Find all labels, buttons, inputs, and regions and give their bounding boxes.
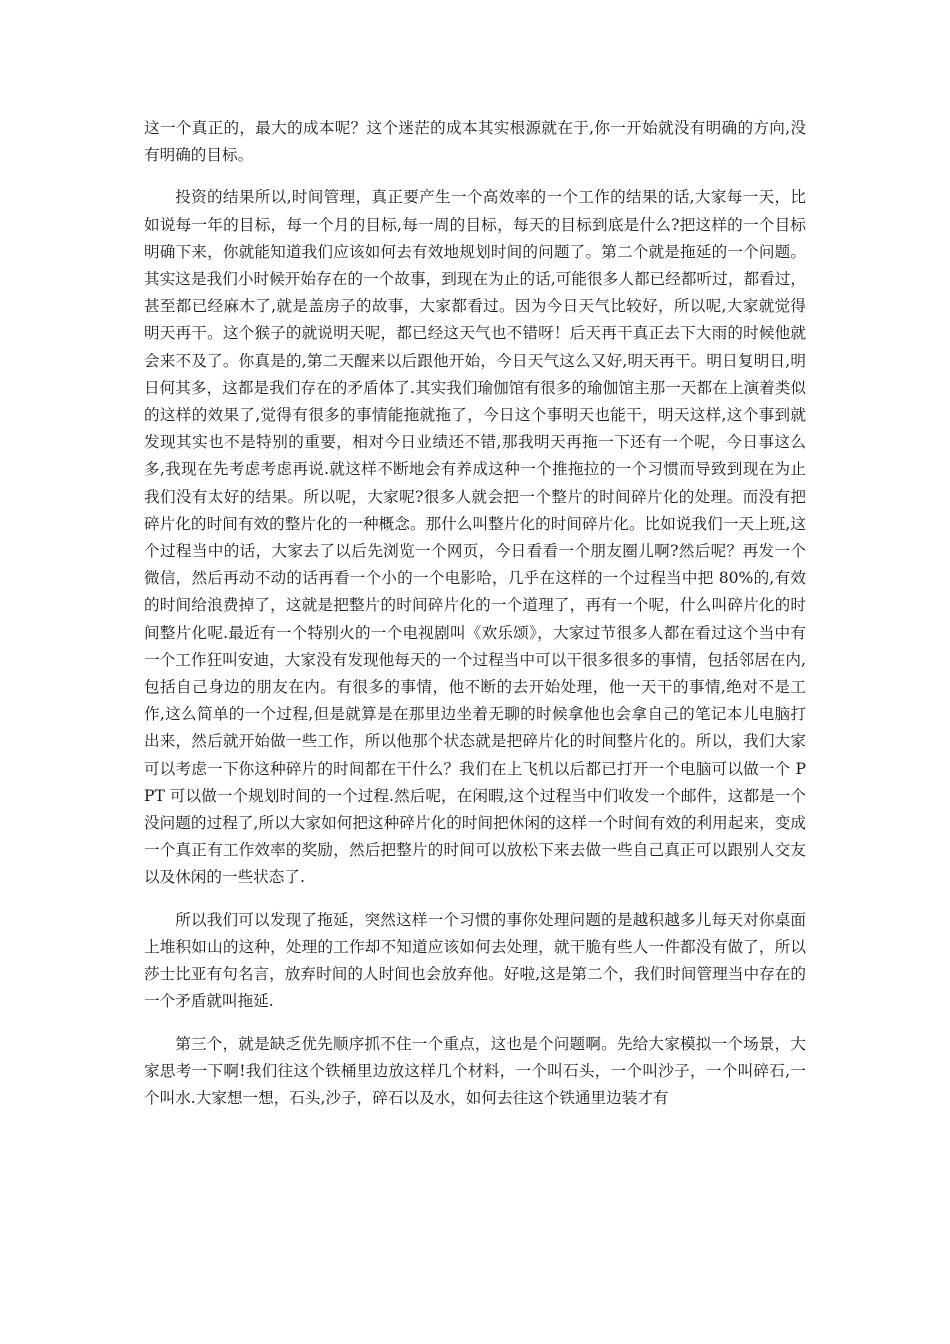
paragraph-3: 所以我们可以发现了拖延，突然这样一个习惯的事你处理问题的是越积越多儿每天对你桌面上堆积如山的这种，处理的工作却不知道应该如何去处理，就干脆有些人一件都没有做了，所以莎士比亚有句名言，放弃时间的人时间也会放弃他。好啦,这是第二个，我们时间管理当中存在的一个矛盾就叫拖延. <box>144 910 806 1011</box>
paragraph-1: 这一个真正的，最大的成本呢？这个迷茫的成本其实根源就在于,你一开始就没有明确的方向,没有明确的目标。 <box>144 119 806 165</box>
paragraph-4: 第三个，就是缺乏优先顺序抓不住一个重点，这也是个问题啊。先给大家模拟一个场景，大家思考一下啊!我们往这个铁桶里边放这样几个材料，一个叫石头，一个叫沙子，一个叫碎石,一个叫水.大家想一想，石头,沙子，碎石以及水，如何去往这个铁通里边装才有 <box>144 1034 806 1107</box>
document-body <box>144 115 806 1127</box>
paragraph-2: 投资的结果所以,时间管理，真正要产生一个高效率的一个工作的结果的话,大家每一天，比如说每一年的目标，每一个月的目标,每一周的目标，每天的目标到底是什么?把这样的一个目标明确下来，你就能知道我们应该如何去有效地规划时间的问题了。第二个就是拖延的一个问题。其实这是我们小时候开始存在的一个故事，到现在为止的话,可能很多人都已经都听过，都看过，甚至都已经麻木了,就是盖房子的故事，大家都看过。因为今日天气比较好，所以呢,大家就觉得明天再干。这个猴子的就说明天呢，都已经这天气也不错呀！后天再干真正去下大雨的时候他就会来不及了。你真是的,第二天醒来以后跟他开始，今日天气这么又好,明天再干。明日复明日,明日何其多，这都是我们存在的矛盾体了.其实我们瑜伽馆有很多的瑜伽馆主那一天都在上演着类似的这样的效果了,觉得有很多的事情能拖就拖了，今日这个事明天也能干，明天这样,这个事到就发现其实也不是特别的重要，相对今日业绩还不错,那我明天再拖一下还有一个呢，今日事这么多,我现在先考虑考虑再说.就这样不断地会有养成这种一个推拖拉的一个习惯而导致到现在为止我们没有太好的结果。所以呢，大家呢?很多人就会把一个整片的时间碎片化的处理。而没有把碎片化的时间有效的整片化的一种概念。那什么叫整片化的时间碎片化。比如说我们一天上班,这个过程当中的话，大家去了以后先浏览一个网页，今日看看一个朋友圈儿啊?然后呢？再发一个微信，然后再动不动的话再看一个小的一个电影哈，几乎在这样的一个过程当中把 80%的,有效的时间给浪费掉了，这就是把整片的时间碎片化的一个道理了，再有一个呢，什么叫碎片化的时间整片化呢.最近有一个特别火的一个电视剧叫《欢乐颂》，大家过节很多人都在看过这个当中有一个工作狂叫安迪，大家没有发现他每天的一个过程当中可以干很多很多的事情，包括邻居在内,包括自己身边的朋友在内。有很多的事情，他不断的去开始处理，他一天干的事情,绝对不是工作,这么简单的一个过程,但是就算是在那里边坐着无聊的时候拿他也会拿自己的笔记本儿电脑打出来，然后就开始做一些工作，所以他那个状态就是把碎片化的时间整片化的。所以，我们大家可以考虑一下你这种碎片的时间都在干什么？我们在上飞机以后都已打开一个电脑可以做一个 PPT 可以做一个规划时间的一个过程.然后呢，在闲暇,这个过程当中们收发一个邮件，这都是一个没问题的过程了,所以大家如何把这种碎片化的时间把休闲的这样一个时间有效的利用起来，变成一个真正有工作效率的奖励，然后把整片的时间可以放松下来去做一些自己真正可以跟别人交友以及休闲的一些状态了. <box>144 188 806 887</box>
